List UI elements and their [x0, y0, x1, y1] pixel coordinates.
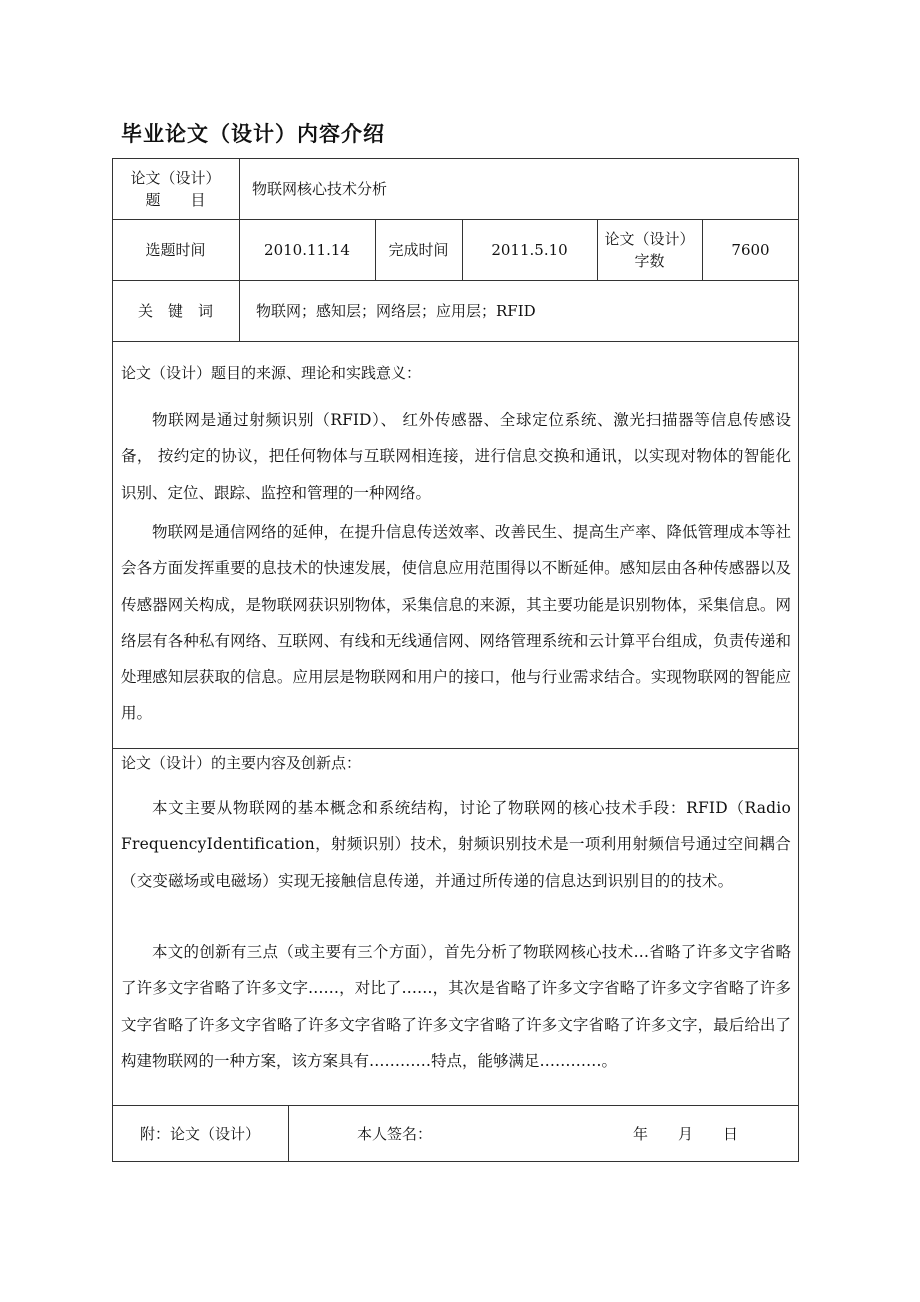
- attach-label: 附：论文（设计）: [139, 1124, 260, 1143]
- finish-time-label: 完成时间: [388, 240, 449, 259]
- section2-paragraph-1: 本文主要从物联网的基本概念和系统结构，讨论了物联网的核心技术手段：RFID（Radio FrequencyIdentification，射频识别）技术，射频识别技术是一项利用射频信号通过空间耦合（交变磁场或电磁场）实现无接触信息传递，并通过所传递的信息达到识别目的的技术。: [121, 799, 791, 890]
- select-time-value: 2010.11.14: [264, 240, 350, 259]
- section1-paragraph-2: 物联网是通信网络的延伸，在提升信息传送效率、改善民生、提高生产率、降低管理成本等社会各方面发挥重要的息技术的快速发展，使信息应用范围得以不断延伸。感知层由各种传感器以及传感器网关构成，是物联网获识别物体，采集信息的来源，其主要功能是识别物体，采集信息。网络层有各种私有网络、互联网、有线和无线通信网、网络管理系统和云计算平台组成，负责传递和处理感知层获取的信息。应用层是物联网和用户的接口，他与行业需求结合。实现物联网的智能应用。: [121, 523, 791, 723]
- col-divider: [288, 1105, 289, 1162]
- topic-label: [112, 158, 239, 219]
- finish-time-value: 2011.5.10: [491, 240, 568, 259]
- word-count-label-line2: 字数: [634, 251, 665, 270]
- section2-heading: 论文（设计）的主要内容及创新点：: [121, 754, 362, 772]
- word-count-label: [597, 219, 702, 280]
- keywords-value: [256, 280, 792, 341]
- select-time-label: 选题时间: [145, 240, 206, 259]
- topic-label-line2: 题 目: [145, 190, 206, 209]
- row-divider: [112, 748, 799, 749]
- word-count-value: 7600: [731, 240, 770, 259]
- section1-paragraph-1: 物联网是通过射频识别（RFID）、 红外传感器、全球定位系统、激光扫描器等信息传感设备， 按约定的协议，把任何物体与互联网相连接，进行信息交换和通讯，以实现对物体的智能化识别、定位、跟踪、监控和管理的一种网络。: [121, 411, 791, 502]
- keywords-label: 关 键 词: [137, 301, 213, 320]
- signature-label: 本人签名：: [357, 1124, 433, 1143]
- section2-paragraph-2: 本文的创新有三点（或主要有三个方面），首先分析了物联网核心技术…省略了许多文字省略了许多文字省略了许多文字……，对比了……，其次是省略了许多文字省略了许多文字省略了许多文字省略了许多文字省略了许多文字省略了许多文字省略了许多文字省略了许多文字，最后给出了构建物联网的一种方案，该方案具有…………特点，能够满足…………。: [121, 943, 791, 1070]
- word-count-label-line1: 论文（设计）: [604, 229, 695, 248]
- topic-value: [252, 158, 792, 219]
- topic-value-text: 物联网核心技术分析: [252, 179, 388, 198]
- keywords-value-text: 物联网；感知层；网络层；应用层；RFID: [256, 301, 536, 320]
- page-title: 毕业论文（设计）内容介绍: [121, 122, 385, 146]
- date-label: 年 月 日: [633, 1124, 739, 1143]
- row-divider: [112, 341, 799, 342]
- topic-label-line1: 论文（设计）: [130, 168, 221, 187]
- section1-heading: 论文（设计）题目的来源、理论和实践意义：: [121, 364, 422, 382]
